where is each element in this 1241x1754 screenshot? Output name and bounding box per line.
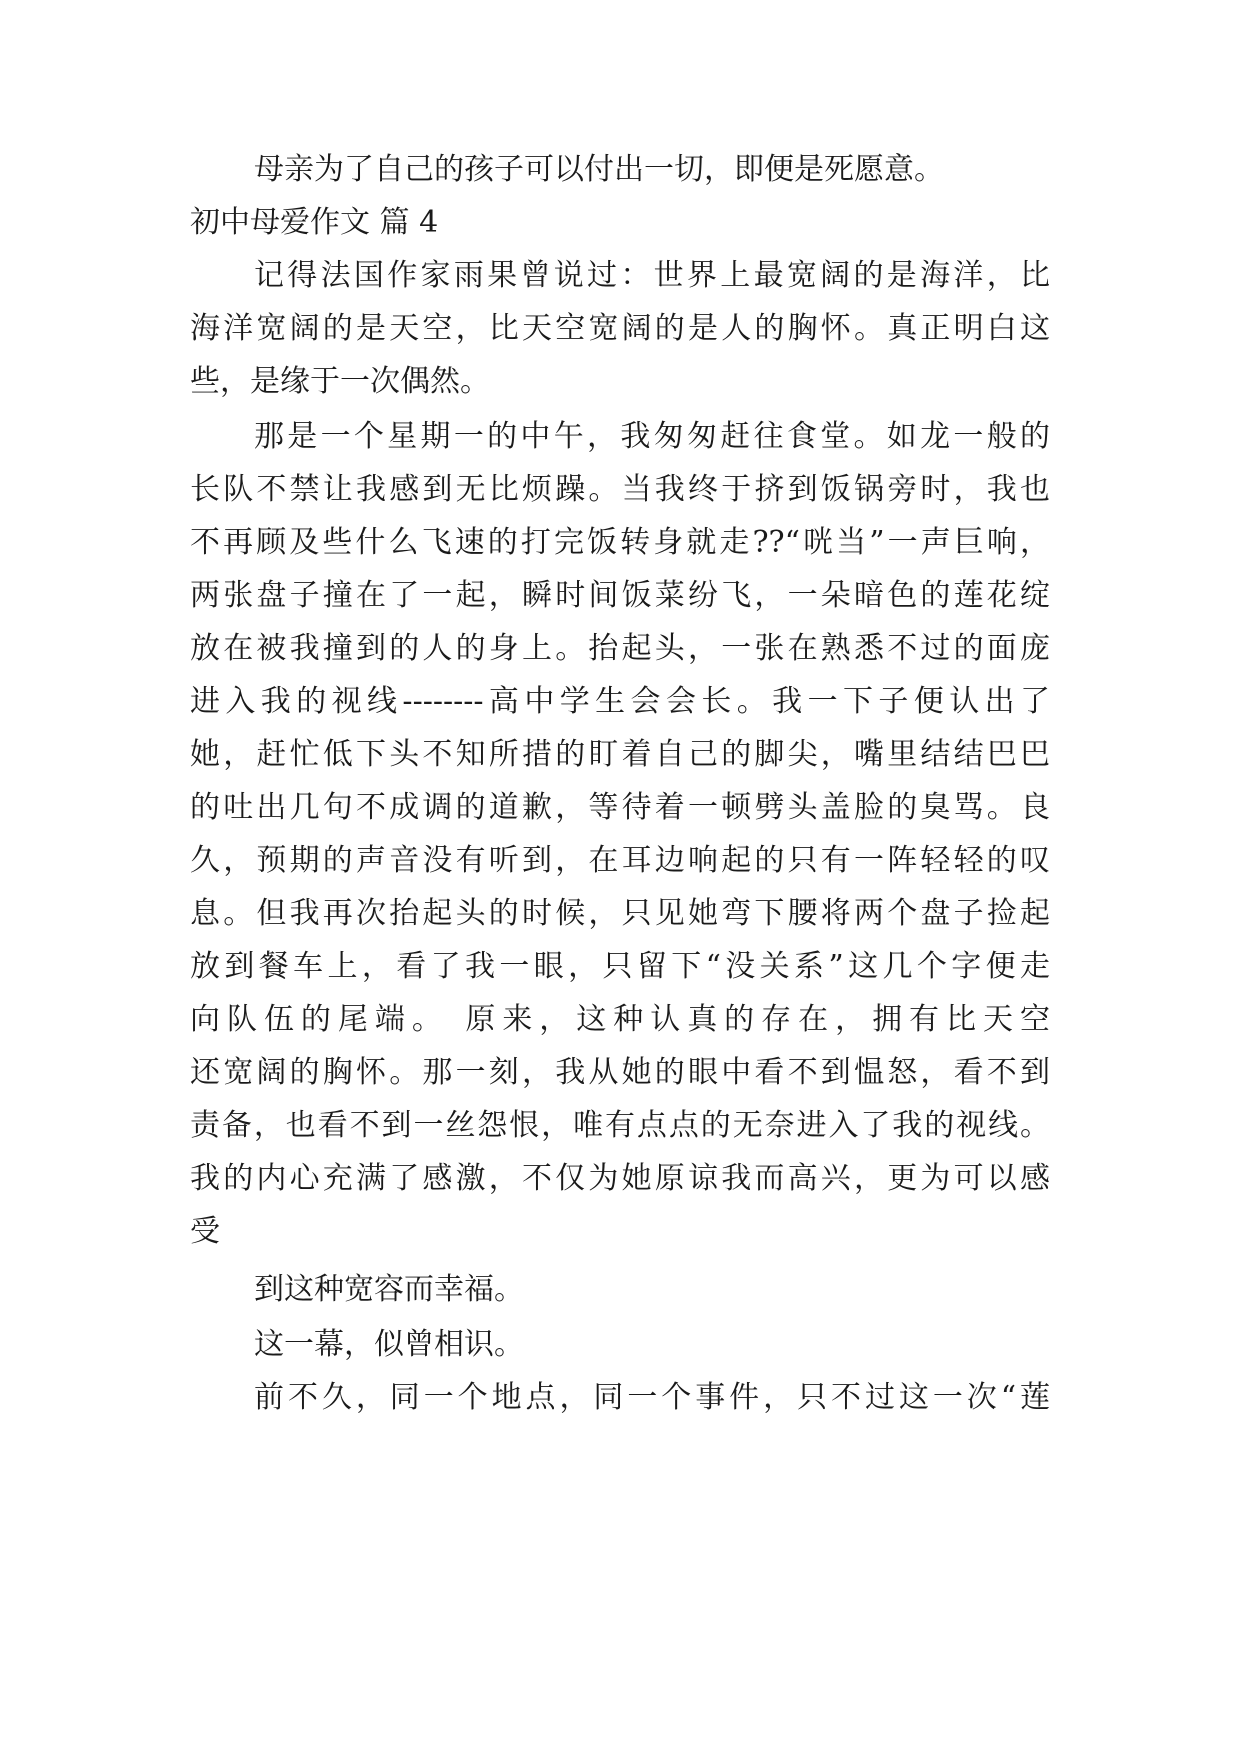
paragraph-line: 向队伍的尾端。 原来，这种认真的存在，拥有比天空: [190, 1002, 1050, 1037]
paragraph-line: 两张盘子撞在了一起，瞬时间饭菜纷飞，一朵暗色的莲花绽: [190, 578, 1050, 613]
paragraph-line: 记得法国作家雨果曾说过：世界上最宽阔的是海洋，比: [254, 258, 1050, 293]
paragraph-line: 海洋宽阔的是天空，比天空宽阔的是人的胸怀。真正明白这: [190, 311, 1050, 346]
paragraph-line: 进入我的视线--------高中学生会会长。我一下子便认出了: [190, 684, 1050, 719]
intro-line: 母亲为了自己的孩子可以付出一切，即便是死愿意。: [254, 152, 944, 187]
paragraph-line: 我的内心充满了感激，不仅为她原谅我而高兴，更为可以感: [190, 1161, 1050, 1196]
paragraph-line: 放在被我撞到的人的身上。抬起头，一张在熟悉不过的面庞: [190, 631, 1050, 666]
paragraph-line: 的吐出几句不成调的道歉，等待着一顿劈头盖脸的臭骂。良: [190, 790, 1050, 825]
paragraph-line: 放到餐车上，看了我一眼，只留下“没关系”这几个字便走: [190, 949, 1050, 984]
paragraph-line: 不再顾及些什么飞速的打完饭转身就走??“咣当”一声巨响，: [190, 525, 1050, 560]
paragraph-line: 这一幕，似曾相识。: [254, 1327, 524, 1362]
paragraph-line: 责备，也看不到一丝怨恨，唯有点点的无奈进入了我的视线。: [190, 1108, 1050, 1143]
paragraph-line: 前不久，同一个地点，同一个事件，只不过这一次“莲: [254, 1380, 1050, 1415]
paragraph-line: 到这种宽容而幸福。: [254, 1272, 524, 1307]
section-heading: 初中母爱作文 篇 4: [190, 205, 439, 240]
paragraph-line: 久，预期的声音没有听到，在耳边响起的只有一阵轻轻的叹: [190, 843, 1050, 878]
paragraph-line: 那是一个星期一的中午，我匆匆赶往食堂。如龙一般的: [254, 419, 1050, 454]
paragraph-line: 息。但我再次抬起头的时候，只见她弯下腰将两个盘子捡起: [190, 896, 1050, 931]
paragraph-line: 些，是缘于一次偶然。: [190, 364, 490, 399]
paragraph-line: 还宽阔的胸怀。那一刻，我从她的眼中看不到愠怒，看不到: [190, 1055, 1050, 1090]
paragraph-line: 她，赶忙低下头不知所措的盯着自己的脚尖，嘴里结结巴巴: [190, 737, 1050, 772]
paragraph-line: 受: [190, 1214, 220, 1249]
paragraph-line: 长队不禁让我感到无比烦躁。当我终于挤到饭锅旁时，我也: [190, 472, 1050, 507]
